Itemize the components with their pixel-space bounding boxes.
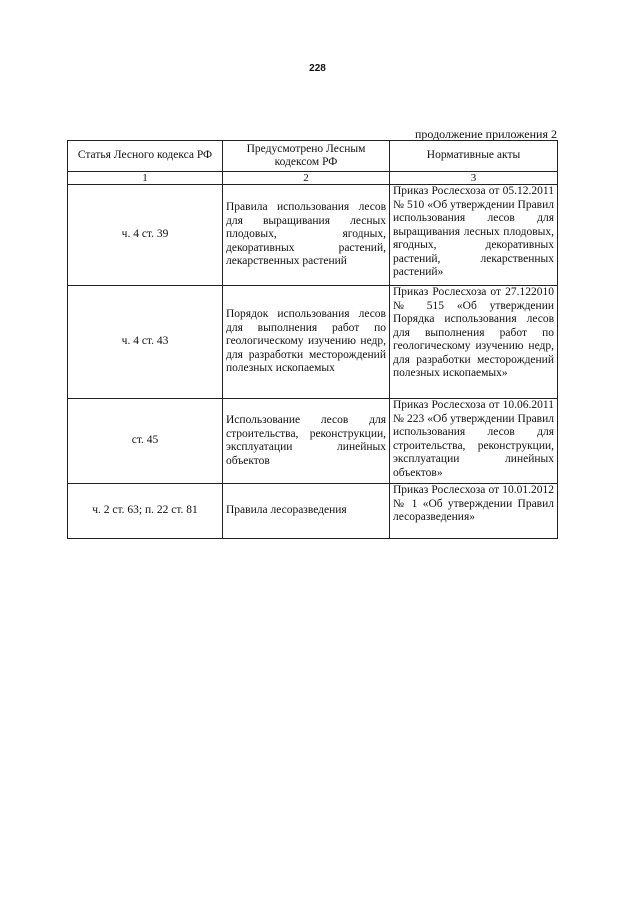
article-cell: ч. 4 ст. 43 — [68, 286, 223, 399]
column-number-row — [68, 172, 558, 185]
header-acts: Нормативные акты — [390, 141, 558, 172]
article-cell: ст. 45 — [68, 399, 223, 484]
provided-cell: Правила использования лесов для выращивания лесных плодовых, ягодных, декоративных растений, лекарственных растений — [223, 185, 390, 286]
table-row — [68, 484, 558, 539]
acts-cell: Приказ Рослесхоза от 10.06.2011 № 223 «Об утверждении Правил использования лесов для строительства, реконструкции, эксплуатации линейных объектов» — [390, 399, 558, 484]
provided-cell: Порядок использования лесов для выполнения работ по геологическому изучению недр, для разработки месторождений полезных ископаемых — [223, 286, 390, 399]
continuation-note: продолжение приложения 2 — [415, 127, 557, 141]
header-provided: Предусмотрено Лесным кодексом РФ — [223, 141, 390, 172]
column-number: 3 — [390, 172, 558, 185]
provided-cell: Правила лесоразведения — [223, 484, 390, 539]
table-row — [68, 286, 558, 399]
article-cell: ч. 2 ст. 63; п. 22 ст. 81 — [68, 484, 223, 539]
column-number: 2 — [223, 172, 390, 185]
page-number: 228 — [309, 63, 326, 74]
acts-cell: Приказ Рослесхоза от 27.122010 № 515 «Об утверждении Порядка использования лесов для выполнения работ по геологическому изучению недр, для разработки месторождений полезных ископаемых» — [390, 286, 558, 399]
table-row — [68, 399, 558, 484]
acts-cell: Приказ Рослесхоза от 10.01.2012 № 1 «Об утверждении Правил лесоразведения» — [390, 484, 558, 539]
header-article: Статья Лесного кодекса РФ — [68, 141, 223, 172]
article-cell: ч. 4 ст. 39 — [68, 185, 223, 286]
acts-cell: Приказ Рослесхоза от 05.12.2011 № 510 «Об утверждении Правил использования лесов для выращивания лесных плодовых, ягодных, декоративных растений, лекарственных растений» — [390, 185, 558, 286]
provided-cell: Использование лесов для строительства, реконструкции, эксплуатации линейных объектов — [223, 399, 390, 484]
table-row — [68, 185, 558, 286]
table-header-row — [68, 141, 558, 172]
column-number: 1 — [68, 172, 223, 185]
legal-acts-table — [67, 140, 558, 539]
